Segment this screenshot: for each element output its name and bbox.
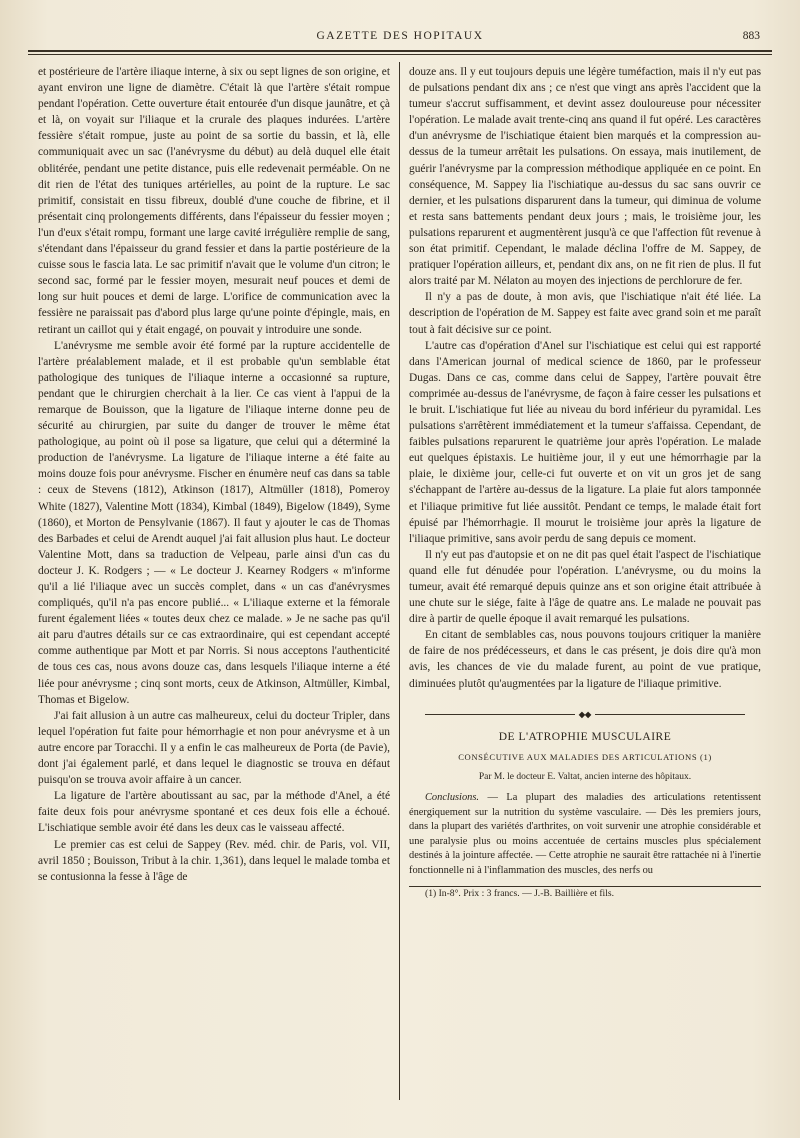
page-number: 883 [742, 30, 760, 42]
article-subtitle: CONSÉCUTIVE AUX MALADIES DES ARTICULATIONS (1) [458, 751, 712, 762]
conclusions-label: Conclusions. [425, 791, 479, 803]
footnote: (1) In-8°. Prix : 3 francs. — J.-B. Baillière et fils. [425, 888, 615, 900]
paragraph: En citant de semblables cas, nous pouvons toujours critiquer la manière de faire de nos prédécesseurs, et dans le cas présent, je dois dire qu'à mon avis, les chances de vie du malade furent, au point de vue pratique, diminuées plutôt qu'augmentées par la ligature de l'iliaque primitive. [409, 629, 761, 690]
paragraph: J'ai fait allusion à un autre cas malheureux, celui du docteur Tripler, dans lequel l'opération fut faite pour hémorrhagie et non pour anévrysme et à un autre encore par Toracchi. Il y a enfin le cas malheureux de Porta (de Pavie), dont j'ai également parlé, et dans lequel le diagnostic se trouva en défaut puisqu'on se trouva avoir affaire à un cancer. [38, 709, 390, 787]
section-separator: ◆◆ [409, 706, 761, 723]
article-conclusions [409, 791, 761, 879]
column-divider [399, 62, 400, 1100]
left-column [38, 64, 390, 885]
paragraph: La ligature de l'artère aboutissant au sac, par la méthode d'Anel, a été faite deux fois pour anévrysme spontané et ces deux fois elle a échoué. L'ischiatique semble avoir été dans les deux cas le vaisseau affecté. [38, 790, 390, 835]
paragraph: et postérieure de l'artère iliaque interne, à six ou sept lignes de son origine, et ayant environ une ligne de diamètre. C'était là que l'artère s'était rompue pendant l'opération. Cette ouverture était entourée d'un disque jaunâtre, et çà et là, on voyait sur l'iliaque et la crurale des plaques indurées. L'artère fessière s'était rompue, juste au point de sa sortie du bassin, et là, elle communiquait avec un sac (l'anévrysme du début) au delà duquel elle était oblitérée, pendant une petite distance, puis elle redevenait perméable. On ne dit rien de l'état des tuniques artérielles, au point de la rupture. Le sac primitif, consistait en tissu fibreux, doublé d'une couche de fibrine, et il présentait cinq prolongements différents, dans l'épaisseur du fessier moyen ; l'un d'eux s'était rompu, formant une large cavité irrégulière remplie de sang, s'étendant dans l'épaisseur du grand fessier et dans la partie postérieure de la cuisse sous le fascia lata. Le sac primitif n'avait que le volume d'un citron; le second sac, formé par le fessier moyen, mesurait neuf pouces et demi de long sur huit pouces et demi de large. L'orifice de communication avec la fessière ne paraissait pas d'abord plus large qu'une pointe d'épingle, mais, en retirant un caillot qui y était engagé, on pouvait y introduire une sonde. [38, 66, 390, 336]
paragraph: Il n'y a pas de doute, à mon avis, que l'ischiatique n'ait été liée. La description de l'opération de M. Sappey est faite avec grand soin et me paraît tout à fait décisive sur ce point. [409, 291, 761, 336]
header-rule-thin [28, 54, 772, 55]
paragraph: L'autre cas d'opération d'Anel sur l'ischiatique est celui qui est rapporté dans l'American journal of medical science de 1860, par le professeur Dugas. Dans ce cas, comme dans celui de Sappey, l'artère pouvait être comprimée au-dessus de l'anévrysme, de façon à faire cesser les pulsations et le bruit. L'ischiatique fut liée au niveau du bord inférieur du pyramidal. Les pulsations s'arrêtèrent immédiatement et la tumeur s'affaissa. Cependant, de faibles pulsations reparurent le quatrième jour après l'opération. Le malade eut quelques épistaxis. Le huitième jour, il y eut une hémorrhagie par la plaie, le dixième jour, celle-ci fut ouverte et on vit un gros jet de sang s'échappant de l'artère au-dessus de la ligature. La plaie fut alors tamponnée et l'iliaque primitive fut liée aussitôt. Pendant ce temps, le malade était fort épuisé par l'hémorrhagie. Il mourut le troisième jour après la ligature de l'iliaque primitive, sans avoir perdu de sang depuis ce moment. [409, 339, 761, 545]
conclusions-text: — La plupart des maladies des articulations retentissent énergiquement sur la nutrition du système vasculaire. — Dès les premiers jours, dans la plupart des variétés d'arthrites, on voit survenir une atrophie considérable et une paralysie plus ou moins accentuée de certains muscles plus spécialement destinés à la jointure affectée. — Cette atrophie ne saurait être rattachée ni à l'inertie fonctionnelle ni à l'inflammation des muscles, des nerfs ou [409, 791, 761, 876]
article-title: DE L'ATROPHIE MUSCULAIRE [498, 730, 672, 743]
journal-title: GAZETTE DES HOPITAUX [316, 30, 484, 42]
article-author: Par M. le docteur E. Valtat, ancien interne des hôpitaux. [478, 771, 692, 782]
paragraph: douze ans. Il y eut toujours depuis une légère tuméfaction, mais il n'y eut pas de pulsations pendant dix ans ; ce n'est que vingt ans après l'accident que la tumeur s'accrut suffisamment, et devint assez douloureuse pour nécessiter l'opération. Le malade avait trente-cinq ans quand il fut opéré. Les caractères d'un anévrysme de l'ischiatique étaient bien marqués et la compression au-dessus de la tumeur arrêtait les pulsations. On essaya, mais inutilement, de guérir l'anévrysme par la compression méthodique appliquée en ce point. En conséquence, M. Sappey lia l'ischiatique au-dessus du sac sans ouvrir ce dernier, et les pulsations disparurent dans la tumeur, qui diminua de volume et resta sans battements pendant deux jours ; mais, le troisième jour, les pulsations reparurent et augmentèrent jusqu'à ce que l'affection fût revenue à son état primitif. Cependant, le malade déclina l'offre de M. Sappey, de pratiquer l'opération ailleurs, et, pendant dix ans, on ne fit rien de plus. Il fut alors traité par M. Nélaton au moyen des injections de perchlorure de fer. [409, 66, 761, 288]
header-rule-thick [28, 50, 772, 52]
paragraph: L'anévrysme me semble avoir été formé par la rupture accidentelle de l'artère préalablement malade, et il est probable qu'un semblable état pathologique des tuniques de l'iliaque interne a occasionné sa rupture, pendant que le chirurgien cherchait à la lier. Ce cas vient à l'appui de la remarque de Bouisson, que la ligature de l'iliaque interne donne peu de sécurité au chirurgien, par suite du danger de trouver le même état pathologique, au point où il pose sa ligature, que celui qui a déterminé la production de l'anévrysme. La ligature de l'iliaque interne a été faite au moins douze fois pour anévrysme. Fischer en énumère neuf cas dans sa table : ceux de Stevens (1812), Atkinson (1817), Altmüller (1818), Pomeroy White (1827), Valentine Mott (1834), Kimbal (1849), Bigelow (1849), Syme (1860), et Morton de Pensylvanie (1867). Il faut y ajouter le cas de Thomas des Barbades et celui de Arendt auquel j'ai fait allusion plus haut. Le docteur Valentine Mott, dans sa traduction de Velpeau, parle ainsi d'un cas du docteur J. K. Rodgers ; — « Le docteur J. Kearney Rodgers « m'informe qu'il a lié l'iliaque avec un succès complet, dans « un cas d'anévrysmes compliqués, qu'il n'a pas encore publié... « L'iliaque externe et la fémorale furent également liées « toutes deux chez ce malade. » Je ne sache pas qu'il ait paru d'autres détails sur ce cas extraordinaire, qui est cependant accepté comme authentique par Mott et par Norris. Si nous acceptons l'authenticité de tous ces cas, nous avons douze cas, dans lesquels l'iliaque interne a été liée pour anévrysme ; cinq sont morts, ceux de Atkinson, Altmüller, Kimbal, Thomas et Bigelow. [38, 339, 390, 706]
paragraph: Le premier cas est celui de Sappey (Rev. méd. chir. de Paris, vol. VII, avril 1850 ; Bouisson, Tribut à la chir. 1,361), dans lequel le malade tomba et se contusionna la fesse à l'âge de [38, 838, 390, 883]
right-column [409, 64, 761, 902]
page-header [28, 26, 772, 48]
paragraph: Il n'y eut pas d'autopsie et on ne dit pas quel était l'aspect de l'ischiatique quand elle fut dénudée pour l'opération. L'anévrysme, ou du moins la tumeur, avait été remarqué depuis quinze ans et son origine était attribuée à une chute sur le siége, faite à l'âge de quatre ans. Le malade ne pouvait pas dire à partir de quelle époque il avait remarqué les pulsations. [409, 548, 761, 626]
